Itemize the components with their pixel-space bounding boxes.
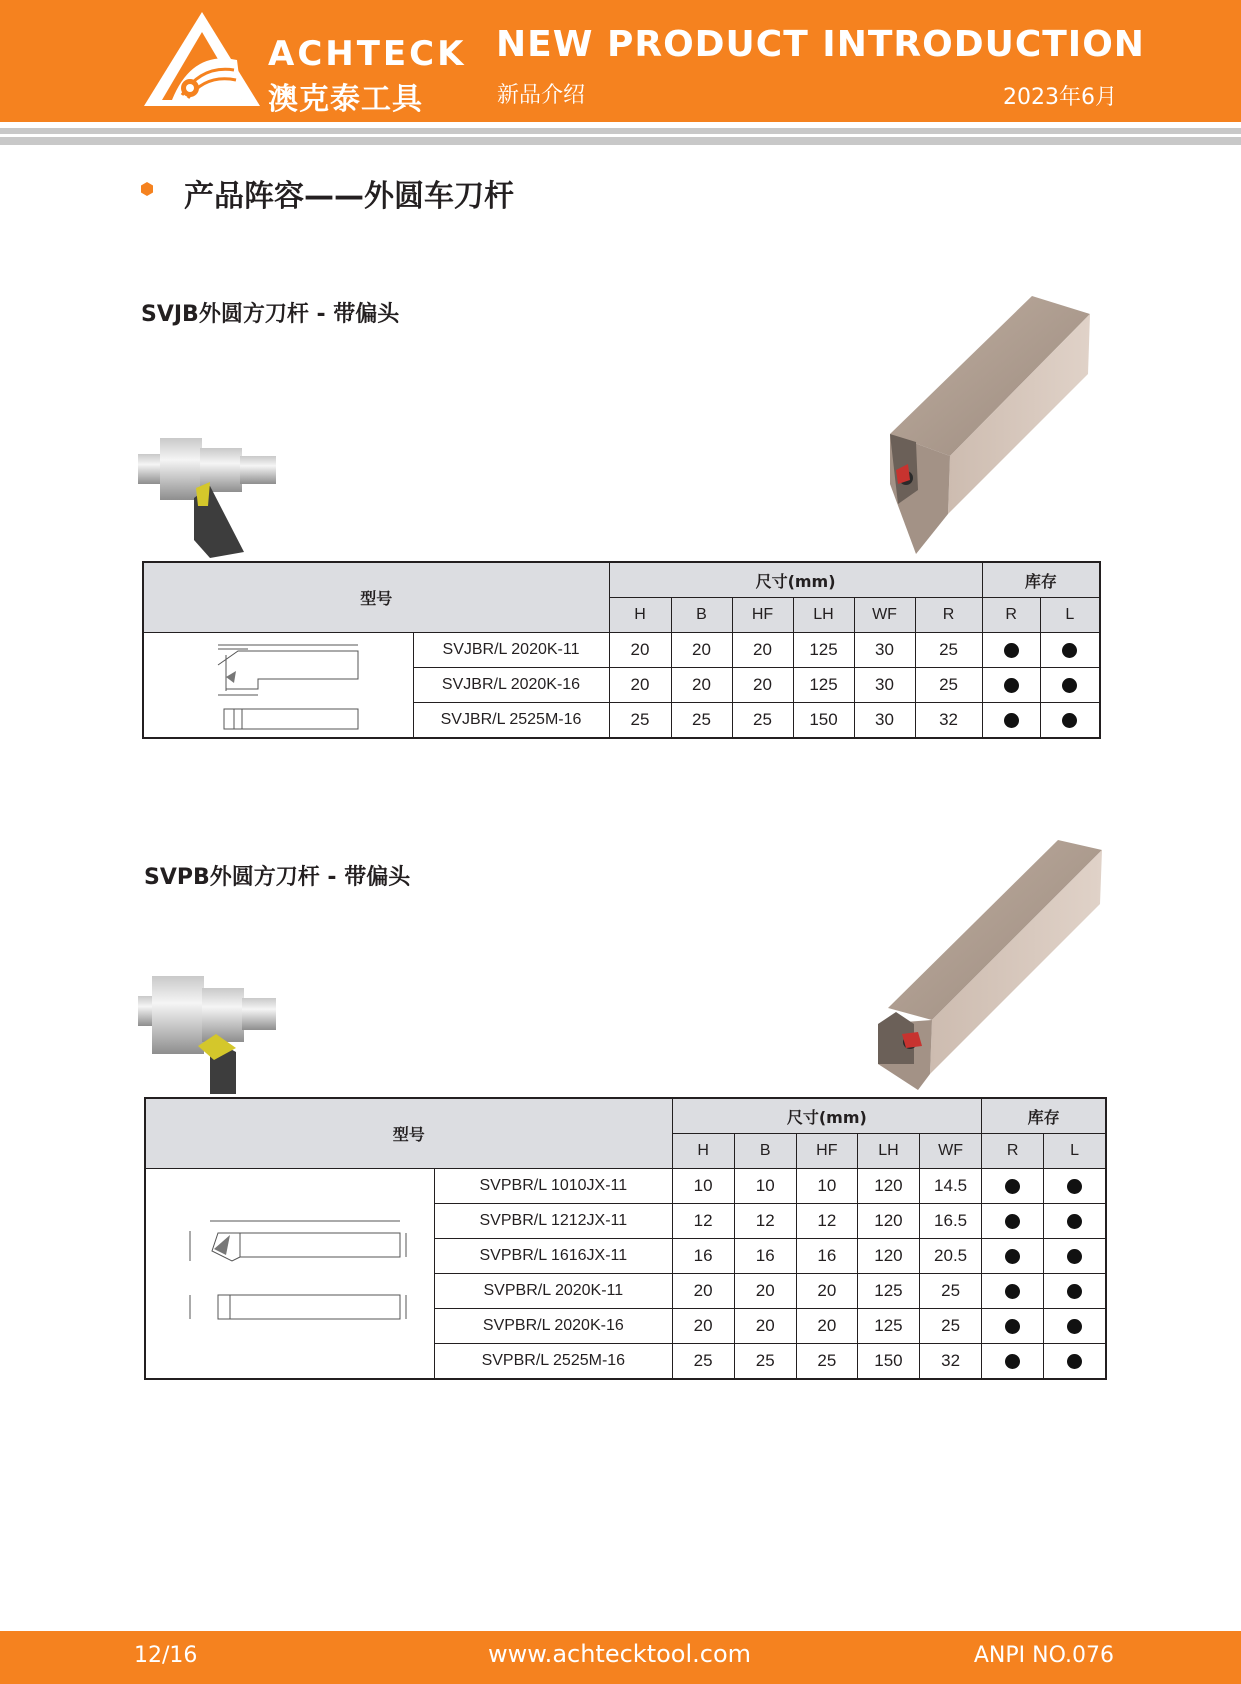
dim-cell: 30 (854, 668, 915, 703)
dim-cell: 125 (857, 1274, 919, 1309)
dim-cell: 12 (672, 1204, 734, 1239)
col-header: B (671, 598, 732, 633)
section-title: 产品阵容——外圆车刀杆 (184, 179, 514, 214)
model-header: 型号 (145, 1098, 672, 1169)
dim-cell: 10 (672, 1169, 734, 1204)
in-stock-dot-icon (1067, 1319, 1082, 1334)
dim-cell: 25 (915, 633, 982, 668)
col-header: B (734, 1134, 796, 1169)
dim-cell: 16.5 (920, 1204, 982, 1239)
dim-cell: 12 (734, 1204, 796, 1239)
col-header: H (609, 598, 671, 633)
dim-cell: 120 (857, 1204, 919, 1239)
in-stock-dot-icon (1067, 1284, 1082, 1299)
in-stock-dot-icon (1067, 1214, 1082, 1229)
stock-cell (982, 1274, 1044, 1309)
stock-cell (1040, 703, 1100, 739)
stock-cell (1044, 1239, 1106, 1274)
hexagon-bullet-icon (140, 182, 154, 196)
in-stock-dot-icon (1005, 1214, 1020, 1229)
model-cell: SVPBR/L 1212JX-11 (435, 1204, 672, 1239)
brand-name-en: ACHTECK (268, 34, 467, 74)
col-header: HF (796, 1134, 857, 1169)
page-subtitle: 新品介绍 (497, 83, 586, 108)
dim-cell: 125 (793, 668, 854, 703)
in-stock-dot-icon (1067, 1354, 1082, 1369)
col-header: HF (732, 598, 793, 633)
dimension-drawing-icon (160, 1211, 420, 1331)
model-cell: SVPBR/L 2525M-16 (435, 1344, 672, 1380)
dim-cell: 25 (672, 1344, 734, 1380)
dim-cell: 20 (796, 1309, 857, 1344)
dim-cell: 14.5 (920, 1169, 982, 1204)
dim-cell: 20 (671, 668, 732, 703)
dim-cell: 125 (857, 1309, 919, 1344)
machining-illustration-svpb (138, 976, 276, 1094)
dim-cell: 25 (671, 703, 732, 739)
stock-cell (982, 1309, 1044, 1344)
dim-cell: 25 (915, 668, 982, 703)
brand-name-cn: 澳克泰工具 (268, 82, 423, 117)
dim-cell: 25 (609, 703, 671, 739)
in-stock-dot-icon (1067, 1179, 1082, 1194)
col-header: WF (920, 1134, 982, 1169)
col-header: L (1044, 1134, 1106, 1169)
dim-cell: 20 (734, 1274, 796, 1309)
dim-cell: 20.5 (920, 1239, 982, 1274)
dim-cell: 150 (793, 703, 854, 739)
stock-cell (982, 1344, 1044, 1380)
dim-cell: 25 (796, 1344, 857, 1380)
dim-cell: 20 (796, 1274, 857, 1309)
dimension-drawing (143, 633, 413, 739)
in-stock-dot-icon (1067, 1249, 1082, 1264)
dimension-drawing (145, 1169, 435, 1380)
stock-cell (982, 703, 1040, 739)
dim-cell: 20 (732, 668, 793, 703)
model-cell: SVPBR/L 1010JX-11 (435, 1169, 672, 1204)
table-row (145, 1169, 1106, 1204)
dimensions-header: 尺寸(mm) (609, 562, 982, 598)
dim-cell: 150 (857, 1344, 919, 1380)
in-stock-dot-icon (1005, 1319, 1020, 1334)
model-cell: SVPBR/L 1616JX-11 (435, 1239, 672, 1274)
dim-cell: 25 (920, 1309, 982, 1344)
col-header: L (1040, 598, 1100, 633)
dim-cell: 20 (672, 1274, 734, 1309)
dim-cell: 20 (609, 633, 671, 668)
dimension-drawing-icon (178, 635, 378, 731)
dim-cell: 10 (796, 1169, 857, 1204)
stock-cell (1044, 1344, 1106, 1380)
dim-cell: 20 (609, 668, 671, 703)
dim-cell: 120 (857, 1169, 919, 1204)
model-cell: SVJBR/L 2020K-16 (413, 668, 609, 703)
brand-logo-icon (142, 10, 262, 108)
in-stock-dot-icon (1004, 643, 1019, 658)
page-number: 12/16 (134, 1643, 198, 1668)
dim-cell: 32 (915, 703, 982, 739)
col-header: LH (793, 598, 854, 633)
model-cell: SVJBR/L 2020K-11 (413, 633, 609, 668)
in-stock-dot-icon (1005, 1284, 1020, 1299)
col-header: LH (857, 1134, 919, 1169)
table-title-svpb: SVPB外圆方刀杆 - 带偏头 (144, 865, 411, 890)
in-stock-dot-icon (1004, 713, 1019, 728)
in-stock-dot-icon (1062, 713, 1077, 728)
stock-cell (1044, 1309, 1106, 1344)
spec-table-svjb (142, 561, 1101, 739)
dim-cell: 30 (854, 703, 915, 739)
table-title-svjb: SVJB外圆方刀杆 - 带偏头 (141, 302, 400, 327)
dim-cell: 20 (671, 633, 732, 668)
dim-cell: 32 (920, 1344, 982, 1380)
stock-cell (982, 1239, 1044, 1274)
dim-cell: 30 (854, 633, 915, 668)
col-header: R (982, 598, 1040, 633)
in-stock-dot-icon (1005, 1354, 1020, 1369)
website-link[interactable]: www.achtecktool.com (488, 1640, 752, 1668)
dim-cell: 20 (672, 1309, 734, 1344)
col-header: H (672, 1134, 734, 1169)
header-divider-secondary (0, 137, 1241, 145)
dim-cell: 25 (734, 1344, 796, 1380)
dim-cell: 20 (732, 633, 793, 668)
stock-cell (1044, 1274, 1106, 1309)
dim-cell: 125 (793, 633, 854, 668)
dim-cell: 20 (734, 1309, 796, 1344)
dim-cell: 25 (732, 703, 793, 739)
stock-cell (1044, 1169, 1106, 1204)
machining-illustration-svjb (138, 436, 276, 558)
stock-cell (1040, 668, 1100, 703)
stock-header: 库存 (982, 1098, 1106, 1134)
in-stock-dot-icon (1005, 1179, 1020, 1194)
table-row (143, 633, 1100, 668)
dim-cell: 120 (857, 1239, 919, 1274)
dim-cell: 25 (920, 1274, 982, 1309)
dimensions-header: 尺寸(mm) (672, 1098, 982, 1134)
stock-header: 库存 (982, 562, 1100, 598)
dim-cell: 10 (734, 1169, 796, 1204)
model-header: 型号 (143, 562, 609, 633)
page-title: NEW PRODUCT INTRODUCTION (496, 24, 1145, 65)
stock-cell (982, 1169, 1044, 1204)
document-number: ANPI NO.076 (973, 1643, 1114, 1668)
model-cell: SVPBR/L 2020K-11 (435, 1274, 672, 1309)
col-header: WF (854, 598, 915, 633)
tool-holder-render-svpb (874, 834, 1104, 1092)
in-stock-dot-icon (1062, 643, 1077, 658)
stock-cell (982, 1204, 1044, 1239)
model-cell: SVJBR/L 2525M-16 (413, 703, 609, 739)
model-cell: SVPBR/L 2020K-16 (435, 1309, 672, 1344)
dim-cell: 16 (796, 1239, 857, 1274)
in-stock-dot-icon (1062, 678, 1077, 693)
dim-cell: 16 (672, 1239, 734, 1274)
dim-cell: 12 (796, 1204, 857, 1239)
header-divider (0, 128, 1241, 134)
spec-table-svpb (144, 1097, 1107, 1380)
in-stock-dot-icon (1005, 1249, 1020, 1264)
stock-cell (982, 633, 1040, 668)
col-header: R (982, 1134, 1044, 1169)
in-stock-dot-icon (1004, 678, 1019, 693)
publish-date: 2023年6月 (1003, 85, 1117, 110)
stock-cell (1040, 633, 1100, 668)
col-header: R (915, 598, 982, 633)
stock-cell (982, 668, 1040, 703)
dim-cell: 16 (734, 1239, 796, 1274)
stock-cell (1044, 1204, 1106, 1239)
tool-holder-render-svjb (886, 294, 1092, 556)
